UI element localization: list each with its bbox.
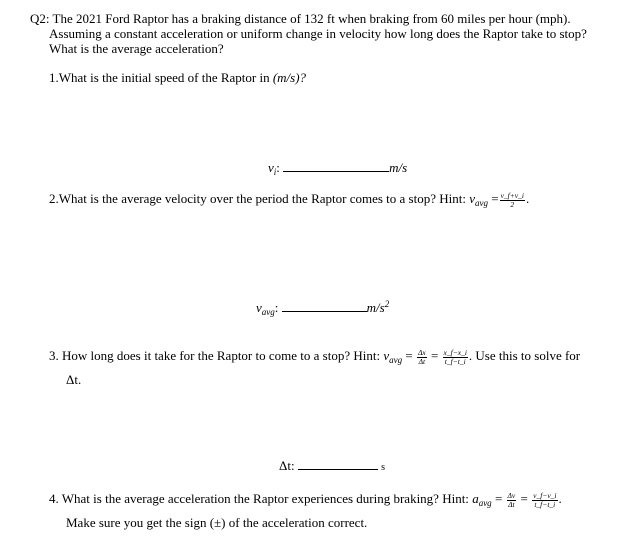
part3-question-text: 3. How long does it take for the Raptor to come to a stop? Hint: — [49, 348, 381, 363]
part1-answer-line: $v_i$: m/s — [268, 160, 408, 177]
part4-frac1 — [507, 492, 517, 509]
part2-hint-lhs: v — [469, 191, 475, 206]
question-line-1: Q2: The 2021 Ford Raptor has a braking distance of 132 ft when braking from 60 miles per hour (mph). — [30, 11, 571, 26]
part3-frac2-num: x_f−x_i — [443, 347, 467, 357]
part2-frac-den: 2 — [510, 199, 515, 209]
part4-frac1-num: Δv — [507, 490, 516, 500]
part3-hint-lhs-sub: avg — [389, 355, 403, 365]
part3-tail: Use this to solve for — [475, 348, 581, 363]
part3-hint-lhs: v — [383, 348, 390, 363]
part4-question: 4. What is the average acceleration the Raptor experiences during braking? Hint: $a_{avg}$ = $\frac{\Delta v}{\Delta t}$ = $\frac{v\_f-v\_i}{t\_f-t\_i}$ . — [49, 490, 562, 509]
part1-answer-blank[interactable] — [283, 171, 389, 172]
part4-frac2 — [532, 492, 557, 509]
part4-hint-lhs: a — [472, 491, 479, 506]
part1-question-text: 1.What is the initial speed of the Raptor in — [49, 70, 270, 85]
part3-answer-line — [279, 458, 385, 474]
part4-question-text: 4. What is the average acceleration the Raptor experiences during braking? Hint: — [49, 491, 469, 506]
part3-question: 3. How long does it take for the Raptor to come to a stop? Hint: $v_{avg}$ = $\frac{\Delta x}{\Delta t}$ = $\frac{x\_f-x\_i}{t\_f-t\_i}$ . Use this to solve for — [49, 347, 581, 366]
part3-frac2 — [443, 349, 468, 366]
part4-frac2-num: v_f−v_i — [533, 490, 557, 500]
part2-answer-line: $v_{avg}$: $m/s^2$ — [256, 299, 390, 317]
part1-answer-unit: m/s — [389, 160, 408, 175]
part1-answer-sub: i — [273, 167, 277, 177]
part3-answer-var: Δt: — [279, 458, 295, 473]
part3-frac1-num: Δx — [417, 347, 426, 357]
part2-hint-lhs-sub: avg — [474, 198, 488, 208]
part2-answer-unit-sup: 2 — [384, 299, 390, 309]
part2-hint-eq: = — [491, 191, 499, 206]
part2-question: 2.What is the average velocity over the period the Raptor comes to a stop? Hint: $v_{avg}$ = $\frac{v\_f+v\_i}{2}$ . — [49, 190, 530, 209]
part4-frac2-den: t_f−t_i — [534, 499, 556, 509]
part2-answer-var: v — [256, 300, 262, 315]
part3-frac2-den: t_f−t_i — [444, 356, 466, 366]
part2-hint-fraction — [500, 192, 525, 209]
part4-frac1-den: Δt — [508, 499, 515, 509]
part3-answer-unit: s — [381, 462, 385, 473]
part1-answer-var: v — [268, 160, 274, 175]
part2-answer-unit: m/s — [366, 300, 385, 315]
part3-frac1 — [417, 349, 427, 366]
part3-answer-blank[interactable] — [298, 469, 378, 470]
part1-question — [49, 70, 306, 86]
part2-question-text: 2.What is the average velocity over the period the Raptor comes to a stop? Hint: — [49, 191, 466, 206]
question-line-2: Assuming a constant acceleration or uniform change in velocity how long does the Raptor take to stop? — [49, 26, 587, 41]
question-line-3: What is the average acceleration? — [49, 41, 224, 56]
part4-line-2: Make sure you get the sign (±) of the acceleration correct. — [66, 515, 368, 530]
part2-frac-num: v_f+v_i — [500, 190, 524, 200]
part2-answer-sub: avg — [261, 307, 275, 317]
part4-hint-lhs-sub: avg — [478, 498, 492, 508]
part1-unit: (m/s)? — [272, 70, 307, 85]
part3-frac1-den: Δt — [418, 356, 426, 366]
part2-answer-blank[interactable] — [282, 311, 367, 312]
part3-line-2: Δt. — [66, 372, 82, 387]
